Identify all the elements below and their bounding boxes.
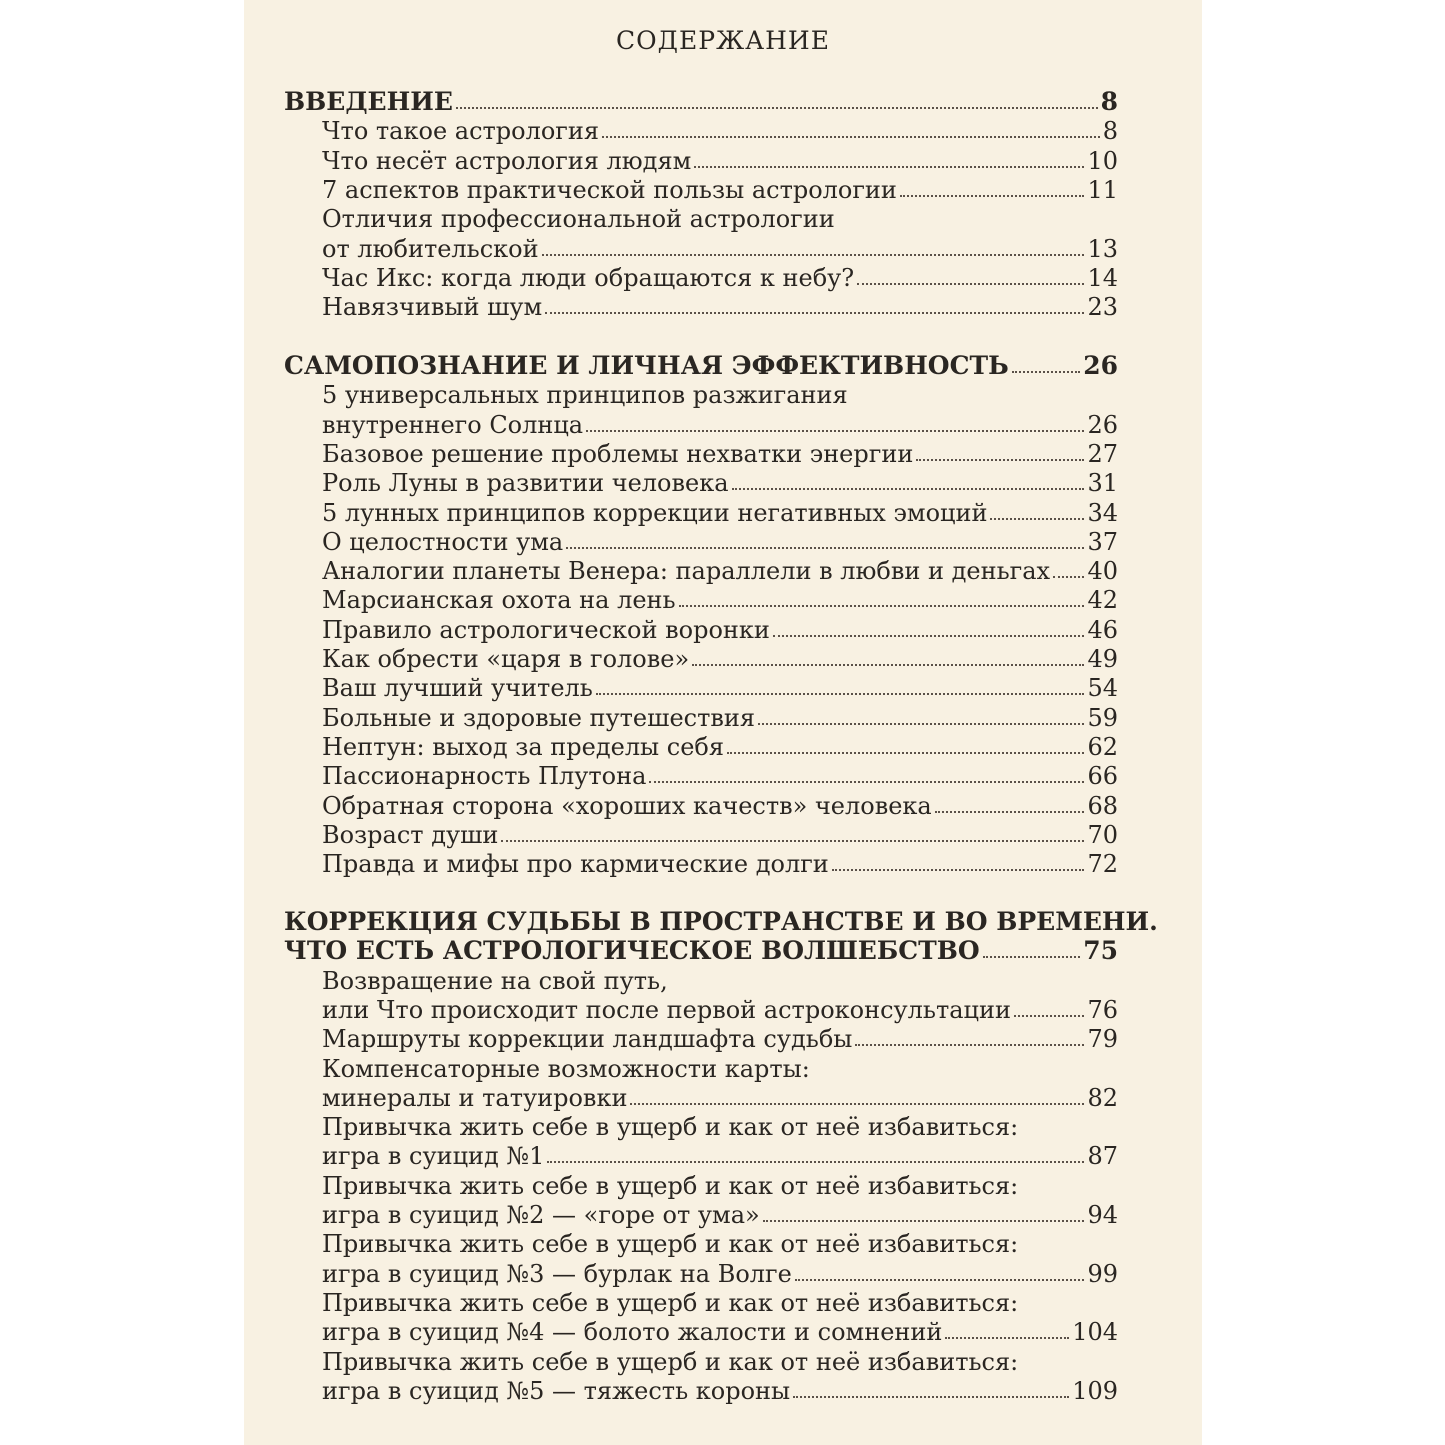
dot-leader bbox=[763, 1220, 1085, 1222]
dot-leader bbox=[935, 811, 1085, 813]
toc-entry-text: Аналогии планеты Венера: параллели в любви и деньгах bbox=[322, 557, 1051, 586]
page-number: 59 bbox=[1087, 703, 1118, 732]
dot-leader bbox=[547, 1161, 1084, 1163]
toc-entry-text: Правда и мифы про кармические долги bbox=[322, 850, 829, 879]
toc-entry-text: игра в суицид №2 — «горе от ума» bbox=[322, 1201, 760, 1229]
toc-entry-text: Правило астрологической воронки bbox=[322, 615, 770, 644]
toc-entry bbox=[322, 205, 835, 233]
toc-entry bbox=[322, 293, 1118, 321]
toc-entry-text: минералы и татуировки bbox=[322, 1083, 628, 1112]
page-number: 46 bbox=[1087, 615, 1118, 644]
toc-entry-text: Обратная сторона «хороших качеств» человека bbox=[322, 791, 932, 820]
dot-leader bbox=[602, 136, 1100, 138]
dot-leader bbox=[692, 664, 1084, 666]
section-heading-text: ЧТО ЕСТЬ АСТРОЛОГИЧЕСКОЕ ВОЛШЕБСТВО bbox=[284, 936, 980, 966]
page-number: 13 bbox=[1087, 234, 1118, 263]
toc-entry-text: Как обрести «царя в голове» bbox=[322, 645, 690, 673]
dot-leader bbox=[596, 693, 1085, 695]
toc-entry bbox=[322, 1289, 1018, 1317]
toc-entry-text: Возраст души bbox=[322, 820, 499, 849]
page-number: 72 bbox=[1087, 850, 1118, 879]
dot-leader bbox=[945, 1337, 1069, 1339]
toc-entry bbox=[322, 762, 1118, 790]
toc-entry bbox=[322, 645, 1118, 673]
page-number: 26 bbox=[1083, 351, 1118, 380]
toc-entry bbox=[322, 499, 1118, 527]
toc-entry-text: Привычка жить себе в ущерб и как от неё избавиться: bbox=[322, 1113, 1019, 1142]
page-number: 54 bbox=[1087, 674, 1118, 703]
toc-entry-text: внутреннего Солнца bbox=[322, 410, 584, 439]
toc-entry bbox=[322, 557, 1118, 585]
toc-entry bbox=[322, 1142, 1118, 1170]
dot-leader bbox=[983, 956, 1081, 958]
dot-leader bbox=[857, 283, 1084, 285]
toc-entry-text: Возвращение на свой путь, bbox=[322, 966, 668, 995]
page-number: 62 bbox=[1087, 732, 1118, 761]
toc-entry bbox=[322, 586, 1118, 614]
toc-entry-text: игра в суицид №1 bbox=[322, 1142, 545, 1171]
page-number: 37 bbox=[1087, 527, 1118, 556]
toc-entry-text: Роль Луны в развитии человека bbox=[322, 469, 729, 498]
page-number: 76 bbox=[1087, 995, 1118, 1024]
dot-leader bbox=[501, 840, 1084, 842]
page-number: 75 bbox=[1083, 936, 1118, 966]
page-number: 31 bbox=[1087, 469, 1118, 498]
toc-entry bbox=[322, 176, 1118, 204]
page-number: 49 bbox=[1087, 645, 1118, 673]
section-heading-text: ВВЕДЕНИЕ bbox=[284, 87, 453, 116]
dot-leader bbox=[545, 312, 1084, 314]
page-number: 109 bbox=[1072, 1376, 1118, 1405]
page-number: 8 bbox=[1100, 87, 1118, 116]
dot-leader bbox=[916, 459, 1084, 461]
toc-entry-text: Что такое астрология bbox=[322, 117, 600, 146]
toc-entry bbox=[322, 616, 1118, 644]
page-number: 11 bbox=[1087, 175, 1118, 204]
dot-leader bbox=[456, 107, 1098, 109]
toc-entry bbox=[322, 967, 668, 995]
dot-leader bbox=[758, 723, 1084, 725]
toc-entry bbox=[322, 674, 1118, 702]
dot-leader bbox=[727, 752, 1084, 754]
page-number: 8 bbox=[1102, 117, 1118, 146]
page-number: 82 bbox=[1087, 1083, 1118, 1112]
toc-entry bbox=[322, 704, 1118, 732]
toc-entry-text: 5 лунных принципов коррекции негативных эмоций bbox=[322, 498, 988, 527]
toc-entry bbox=[322, 264, 1118, 292]
toc-entry bbox=[322, 469, 1118, 497]
dot-leader bbox=[566, 547, 1084, 549]
toc-entry bbox=[322, 235, 1118, 263]
dot-leader bbox=[1014, 1015, 1084, 1017]
page-number: 66 bbox=[1087, 762, 1118, 791]
toc-entry bbox=[322, 147, 1118, 175]
toc-entry-text: Базовое решение проблемы нехватки энергии bbox=[322, 439, 914, 468]
page-number: 26 bbox=[1087, 410, 1118, 439]
toc-entry bbox=[322, 821, 1118, 849]
page-number: 14 bbox=[1087, 263, 1118, 292]
toc-entry-text: 5 универсальных принципов разжигания bbox=[322, 381, 848, 410]
toc-entry bbox=[322, 1113, 1018, 1141]
page-number: 70 bbox=[1087, 820, 1118, 849]
toc-entry-text: от любительской bbox=[322, 234, 539, 263]
dot-leader bbox=[649, 781, 1084, 783]
section-heading bbox=[284, 908, 1158, 936]
dot-leader bbox=[732, 488, 1085, 490]
toc-entry-text: Час Икс: когда люди обращаются к небу? bbox=[322, 263, 855, 292]
toc-entry bbox=[322, 411, 1118, 439]
dot-leader bbox=[586, 430, 1084, 432]
toc-entry bbox=[322, 1260, 1118, 1288]
page-number: 79 bbox=[1087, 1025, 1118, 1054]
toc-entry-text: Нептун: выход за пределы себя bbox=[322, 732, 725, 761]
page-title: СОДЕРЖАНИЕ bbox=[616, 26, 830, 55]
page-number: 10 bbox=[1087, 146, 1118, 175]
toc-entry-text: игра в суицид №5 — тяжесть короны bbox=[322, 1376, 791, 1405]
section-heading bbox=[284, 937, 1118, 965]
toc-entry bbox=[322, 1348, 1018, 1376]
page-number: 23 bbox=[1087, 293, 1118, 322]
toc-entry bbox=[322, 850, 1118, 878]
page-number: 104 bbox=[1072, 1318, 1118, 1347]
toc-entry bbox=[322, 1025, 1118, 1053]
toc-entry-text: Привычка жить себе в ущерб и как от неё избавиться: bbox=[322, 1288, 1019, 1317]
dot-leader bbox=[1012, 371, 1080, 373]
dot-leader bbox=[795, 1279, 1085, 1281]
page-number: 94 bbox=[1087, 1201, 1118, 1229]
toc-entry bbox=[322, 528, 1118, 556]
page-number: 34 bbox=[1087, 498, 1118, 527]
toc-entry-text: Отличия профессиональной астрологии bbox=[322, 205, 835, 234]
dot-leader bbox=[855, 1044, 1084, 1046]
page-number: 87 bbox=[1087, 1142, 1118, 1171]
book-page bbox=[244, 0, 1202, 1445]
dot-leader bbox=[1053, 576, 1084, 578]
toc-entry bbox=[322, 996, 1118, 1024]
page-number: 68 bbox=[1087, 791, 1118, 820]
page-number: 42 bbox=[1087, 586, 1118, 615]
toc-entry-text: Компенсаторные возможности карты: bbox=[322, 1054, 810, 1083]
section-heading-text: КОРРЕКЦИЯ СУДЬБЫ В ПРОСТРАНСТВЕ И ВО ВРЕМЕНИ. bbox=[284, 907, 1158, 936]
toc-entry bbox=[322, 1318, 1118, 1346]
toc-entry-text: Ваш лучший учитель bbox=[322, 674, 593, 703]
dot-leader bbox=[990, 518, 1084, 520]
toc-entry bbox=[322, 1377, 1118, 1405]
toc-entry-text: Пассионарность Плутона bbox=[322, 762, 647, 791]
section-heading-text: САМОПОЗНАНИЕ И ЛИЧНАЯ ЭФФЕКТИВНОСТЬ bbox=[284, 351, 1009, 380]
page-number: 99 bbox=[1087, 1259, 1118, 1288]
toc-entry bbox=[322, 792, 1118, 820]
toc-entry bbox=[322, 1084, 1118, 1112]
toc-entry-text: Привычка жить себе в ущерб и как от неё избавиться: bbox=[322, 1171, 1019, 1200]
dot-leader bbox=[542, 254, 1085, 256]
toc-entry-text: игра в суицид №4 — болото жалости и сомнений bbox=[322, 1318, 943, 1347]
dot-leader bbox=[679, 605, 1085, 607]
toc-entry-text: Марсианская охота на лень bbox=[322, 586, 676, 615]
toc-entry-text: игра в суицид №3 — бурлак на Волге bbox=[322, 1259, 792, 1288]
toc-entry bbox=[322, 117, 1118, 145]
dot-leader bbox=[773, 635, 1085, 637]
dot-leader bbox=[694, 166, 1084, 168]
toc-entry-text: или Что происходит после первой астроконсультации bbox=[322, 995, 1011, 1024]
toc-entry-text: Что несёт астрология людям bbox=[322, 146, 692, 175]
section-heading bbox=[284, 352, 1118, 380]
toc-entry-text: О целостности ума bbox=[322, 527, 564, 556]
toc-entry bbox=[322, 1055, 810, 1083]
toc-entry-text: Больные и здоровые путешествия bbox=[322, 703, 756, 732]
page-number: 27 bbox=[1087, 439, 1118, 468]
dot-leader bbox=[900, 195, 1085, 197]
toc-entry-text: Привычка жить себе в ущерб и как от неё избавиться: bbox=[322, 1347, 1019, 1376]
section-heading bbox=[284, 88, 1118, 116]
toc-entry bbox=[322, 1172, 1018, 1200]
toc-entry bbox=[322, 440, 1118, 468]
toc-entry-text: Маршруты коррекции ландшафта судьбы bbox=[322, 1025, 853, 1054]
toc-entry-text: Навязчивый шум bbox=[322, 293, 543, 322]
toc-entry-text: 7 аспектов практической пользы астрологии bbox=[322, 175, 897, 204]
toc-entry bbox=[322, 381, 848, 409]
toc-entry-text: Привычка жить себе в ущерб и как от неё избавиться: bbox=[322, 1230, 1019, 1259]
dot-leader bbox=[832, 869, 1085, 871]
page-number: 40 bbox=[1087, 557, 1118, 586]
toc-entry bbox=[322, 1201, 1118, 1229]
toc-entry bbox=[322, 1230, 1018, 1258]
dot-leader bbox=[793, 1396, 1069, 1398]
dot-leader bbox=[630, 1103, 1084, 1105]
toc-entry bbox=[322, 733, 1118, 761]
